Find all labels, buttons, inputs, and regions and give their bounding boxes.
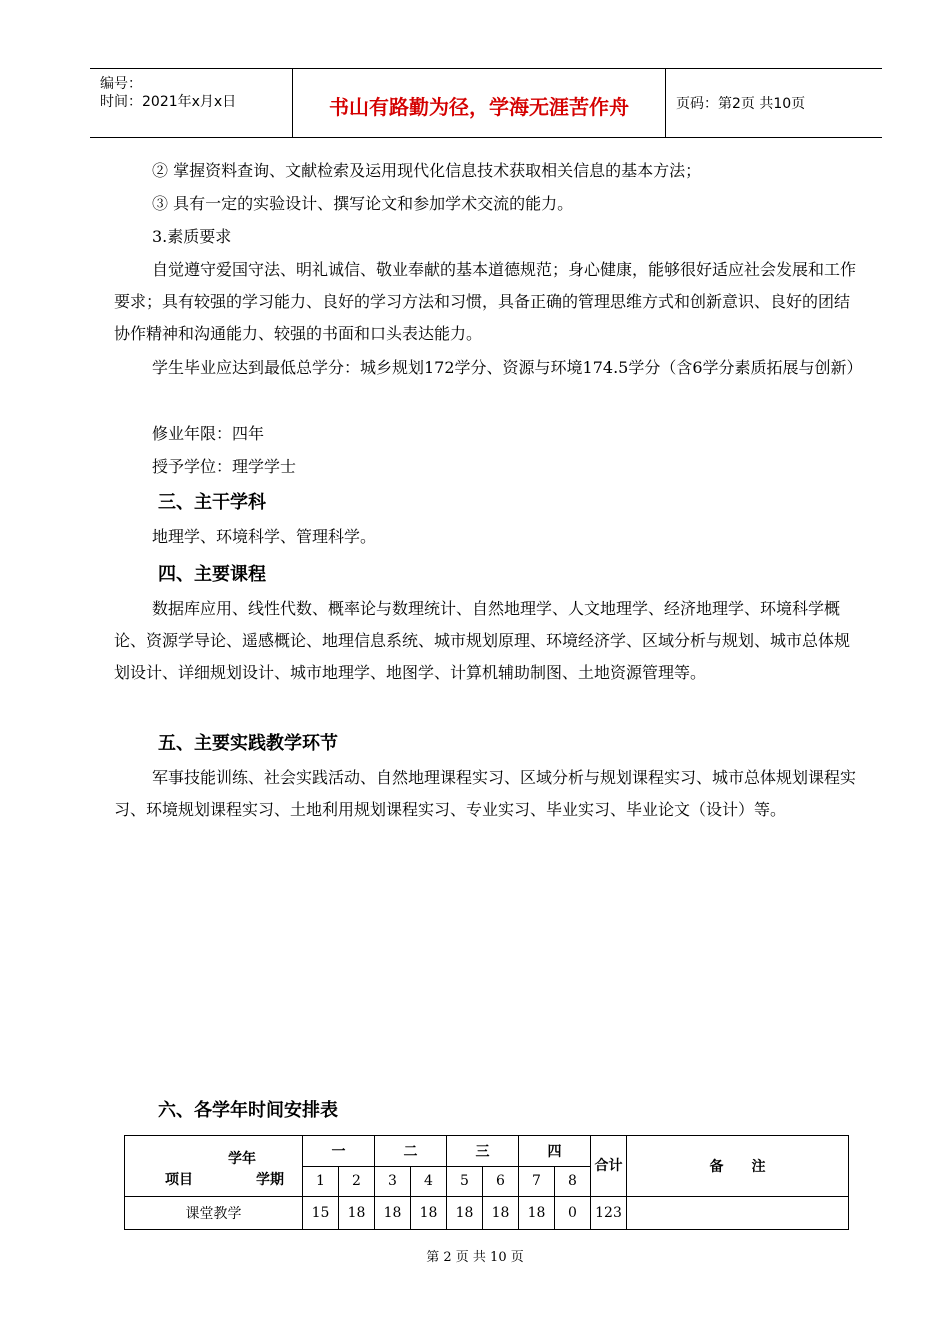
row-name-cell: 课堂教学 <box>125 1197 303 1230</box>
term-header: 1 <box>303 1166 339 1197</box>
term-header: 6 <box>483 1166 519 1197</box>
year-2-header: 二 <box>375 1136 447 1167</box>
year-4-header: 四 <box>519 1136 591 1167</box>
section-3-title: 三、主干学科 <box>158 492 266 513</box>
row-total-cell: 123 <box>591 1197 627 1230</box>
header-info-cell <box>90 69 292 137</box>
term-header: 5 <box>447 1166 483 1197</box>
row-value-cell: 18 <box>519 1197 555 1230</box>
schedule-table <box>124 1135 849 1230</box>
table-row <box>125 1197 849 1230</box>
row-value-cell: 18 <box>483 1197 519 1230</box>
table-corner-cell <box>125 1136 303 1197</box>
ability-item-3: ③ 具有一定的实验设计、撰写论文和参加学术交流的能力。 <box>152 194 574 213</box>
remark-header: 备 注 <box>627 1136 849 1197</box>
section-3-text: 地理学、环境科学、管理科学。 <box>152 527 377 546</box>
section-6-title: 六、各学年时间安排表 <box>158 1100 338 1121</box>
page-footer: 第 2 页 共 10 页 <box>426 1250 524 1265</box>
term-header: 7 <box>519 1166 555 1197</box>
header-motto-cell <box>292 69 666 137</box>
year-1-header: 一 <box>303 1136 375 1167</box>
time-label: 时间：2021年x月x日 <box>100 94 237 110</box>
corner-term-label: 学期 <box>256 1172 284 1188</box>
credits-text: 学生毕业应达到最低总学分：城乡规划172学分、资源与环境174.5学分（含6学分素质拓展与创新） <box>152 358 863 377</box>
row-value-cell: 0 <box>555 1197 591 1230</box>
page-number-label: 页码：第2页 共10页 <box>676 96 806 112</box>
page-header <box>90 68 882 138</box>
row-value-cell: 15 <box>303 1197 339 1230</box>
code-label: 编号： <box>100 76 142 92</box>
motto: 书山有路勤为径，学海无涯苦作舟 <box>329 95 629 119</box>
section-4-title: 四、主要课程 <box>158 564 266 585</box>
ability-item-2: ② 掌握资料查询、文献检索及运用现代化信息技术获取相关信息的基本方法； <box>152 161 702 180</box>
duration-text: 修业年限：四年 <box>152 424 265 443</box>
row-value-cell: 18 <box>447 1197 483 1230</box>
corner-item-label: 项目 <box>165 1172 193 1188</box>
quality-title: 3.素质要求 <box>152 227 232 246</box>
header-page-cell <box>666 69 882 137</box>
row-value-cell: 18 <box>375 1197 411 1230</box>
term-header: 2 <box>339 1166 375 1197</box>
term-header: 3 <box>375 1166 411 1197</box>
row-value-cell: 18 <box>411 1197 447 1230</box>
quality-text: 自觉遵守爱国守法、明礼诚信、敬业奉献的基本道德规范；身心健康，能够很好适应社会发展和工作要求；具有较强的学习能力、良好的学习方法和习惯，具备正确的管理思维方式和创新意识、良好的团结协作精神和沟通能力、较强的书面和口头表达能力。 <box>114 260 857 343</box>
total-header: 合计 <box>591 1136 627 1197</box>
term-header: 4 <box>411 1166 447 1197</box>
row-remark-cell <box>627 1197 849 1230</box>
year-3-header: 三 <box>447 1136 519 1167</box>
section-5-title: 五、主要实践教学环节 <box>158 733 338 754</box>
section-5-text: 军事技能训练、社会实践活动、自然地理课程实习、区域分析与规划课程实习、城市总体规划课程实习、环境规划课程实习、土地利用规划课程实习、专业实习、毕业实习、毕业论文（设计）等。 <box>114 768 857 819</box>
corner-year-label: 学年 <box>228 1151 256 1167</box>
degree-text: 授予学位：理学学士 <box>152 457 297 476</box>
row-value-cell: 18 <box>339 1197 375 1230</box>
section-4-text: 数据库应用、线性代数、概率论与数理统计、自然地理学、人文地理学、经济地理学、环境科学概论、资源学导论、遥感概论、地理信息系统、城市规划原理、环境经济学、区域分析与规划、城市总体规划设计、详细规划设计、城市地理学、地图学、计算机辅助制图、土地资源管理等。 <box>114 599 851 682</box>
term-header: 8 <box>555 1166 591 1197</box>
